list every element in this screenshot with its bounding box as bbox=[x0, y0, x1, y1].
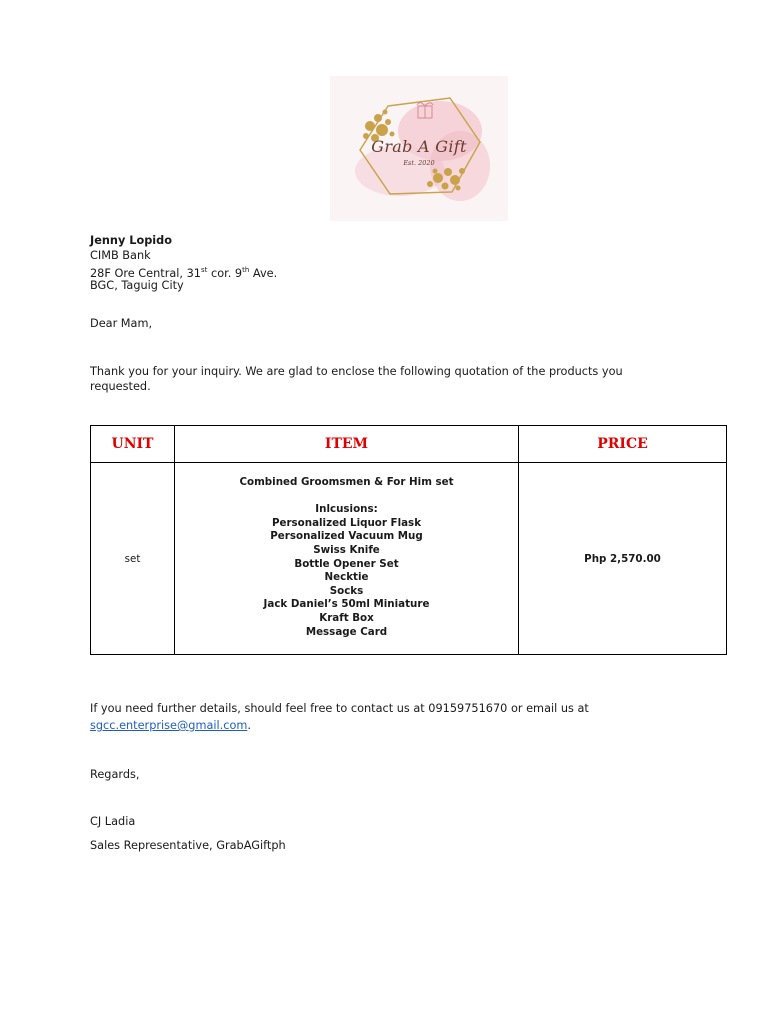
signer-name: CJ Ladia bbox=[90, 815, 136, 828]
logo-est-text: Est. 2020 bbox=[403, 159, 435, 167]
signer-title: Sales Representative, GrabAGiftph bbox=[90, 839, 286, 852]
contact-period: . bbox=[247, 719, 251, 732]
table-header-row bbox=[91, 426, 727, 463]
header-price: PRICE bbox=[519, 426, 727, 463]
inclusion-item: Kraft Box bbox=[319, 611, 374, 624]
inclusion-item: Necktie bbox=[324, 571, 369, 584]
recipient-name: Jenny Lopido bbox=[90, 234, 173, 247]
header-unit: UNIT bbox=[91, 426, 175, 463]
contact-line: If you need further details, should feel free to contact us at 09159751670 or email us at bbox=[90, 702, 589, 715]
salutation: Dear Mam, bbox=[90, 317, 153, 330]
inclusion-item: Swiss Knife bbox=[313, 543, 380, 556]
contact-email-line bbox=[90, 718, 251, 733]
logo-brand-text: Grab A Gift bbox=[371, 137, 467, 156]
cell-unit: set bbox=[91, 463, 175, 655]
header-item: ITEM bbox=[175, 426, 519, 463]
inclusion-item: Socks bbox=[329, 584, 364, 597]
item-title: Combined Groomsmen & For Him set bbox=[239, 476, 454, 488]
cell-price: Php 2,570.00 bbox=[519, 463, 727, 655]
inclusion-item: Message Card bbox=[305, 625, 388, 638]
inclusion-item: Personalized Vacuum Mug bbox=[270, 530, 423, 543]
cell-item bbox=[175, 463, 519, 655]
company-logo bbox=[330, 76, 508, 221]
recipient-company: CIMB Bank bbox=[90, 249, 151, 262]
inclusions-label: Inlcusions: bbox=[315, 503, 378, 516]
table-row bbox=[91, 463, 727, 655]
recipient-city: BGC, Taguig City bbox=[90, 279, 184, 292]
recipient-address: 28F Ore Central, 31st cor. 9th Ave. bbox=[90, 266, 278, 280]
inclusion-item: Personalized Liquor Flask bbox=[271, 516, 422, 529]
quotation-table bbox=[90, 425, 727, 655]
closing: Regards, bbox=[90, 768, 140, 781]
inclusion-item: Jack Daniel’s 50ml Miniature bbox=[263, 598, 430, 611]
inclusion-item: Bottle Opener Set bbox=[294, 557, 399, 570]
email-link[interactable]: sgcc.enterprise@gmail.com bbox=[90, 719, 248, 732]
intro-line-2: requested. bbox=[90, 380, 151, 393]
intro-line-1: Thank you for your inquiry. We are glad to enclose the following quotation of the products you bbox=[90, 365, 623, 378]
